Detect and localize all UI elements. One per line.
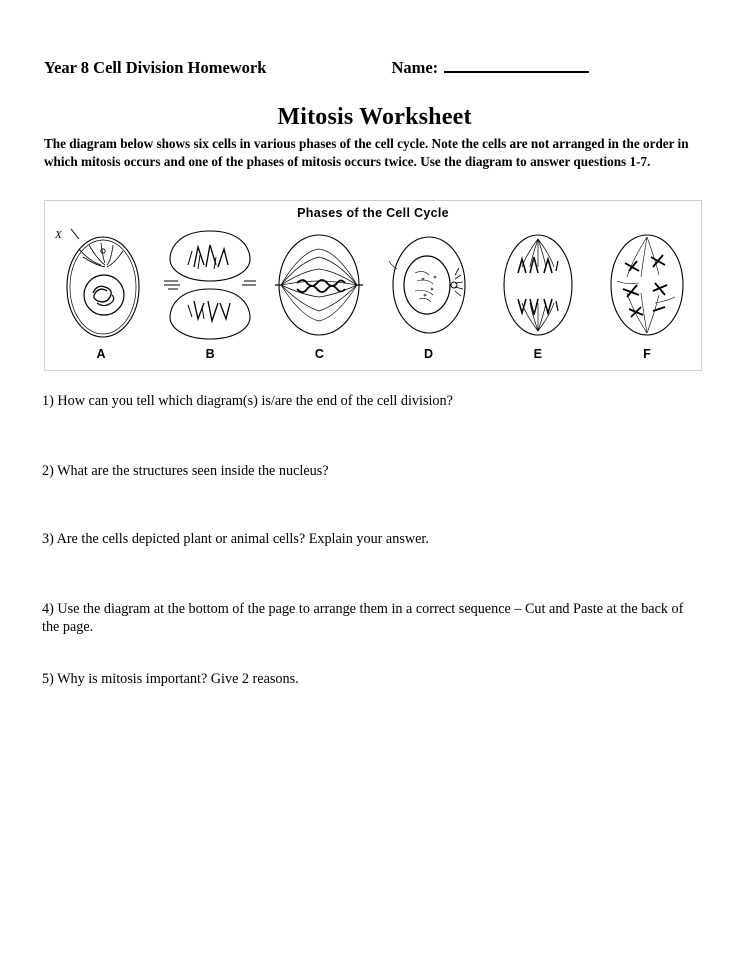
cell-diagram-d <box>377 223 481 347</box>
page-title: Mitosis Worksheet <box>277 104 472 130</box>
cell-diagram-a <box>49 223 153 347</box>
question-5: 5) Why is mitosis important? Give 2 reasons. <box>42 671 299 687</box>
question-3: 3) Are the cells depicted plant or animal cells? Explain your answer. <box>42 531 429 547</box>
cell-label-b: B <box>205 347 215 361</box>
name-blank-line[interactable] <box>444 58 589 73</box>
cell-labels-row <box>49 347 699 361</box>
cell-cycle-figure <box>44 200 702 371</box>
document-header <box>44 58 704 78</box>
cell-diagram-b <box>158 223 262 347</box>
intro-paragraph: The diagram below shows six cells in various phases of the cell cycle. Note the cells are not arranged in the order in which mitosis occurs and one of the phases of mitosis occurs twice. Use the diagram to answer questions 1-7. <box>44 136 689 169</box>
homework-title: Year 8 Cell Division Homework <box>44 58 267 77</box>
name-field-block <box>391 58 589 78</box>
cell-diagrams-row <box>49 223 699 347</box>
cell-label-a: A <box>96 347 106 361</box>
cell-diagram-e <box>486 223 590 347</box>
cell-label-e: E <box>533 347 542 361</box>
cell-label-d: D <box>424 347 434 361</box>
cell-diagram-c <box>267 223 371 347</box>
name-label: Name: <box>391 58 439 77</box>
question-4: 4) Use the diagram at the bottom of the page to arrange them in a correct sequence – Cut and Paste at the back of the page. <box>42 601 684 636</box>
question-1: 1) How can you tell which diagram(s) is/are the end of the cell division? <box>42 393 453 409</box>
cell-diagram-f <box>595 223 699 347</box>
figure-caption: Phases of the Cell Cycle <box>297 206 449 220</box>
cell-label-f: F <box>643 347 651 361</box>
question-2: 2) What are the structures seen inside the nucleus? <box>42 463 329 479</box>
cell-label-c: C <box>314 347 324 361</box>
x-mark-label: X <box>55 229 62 241</box>
